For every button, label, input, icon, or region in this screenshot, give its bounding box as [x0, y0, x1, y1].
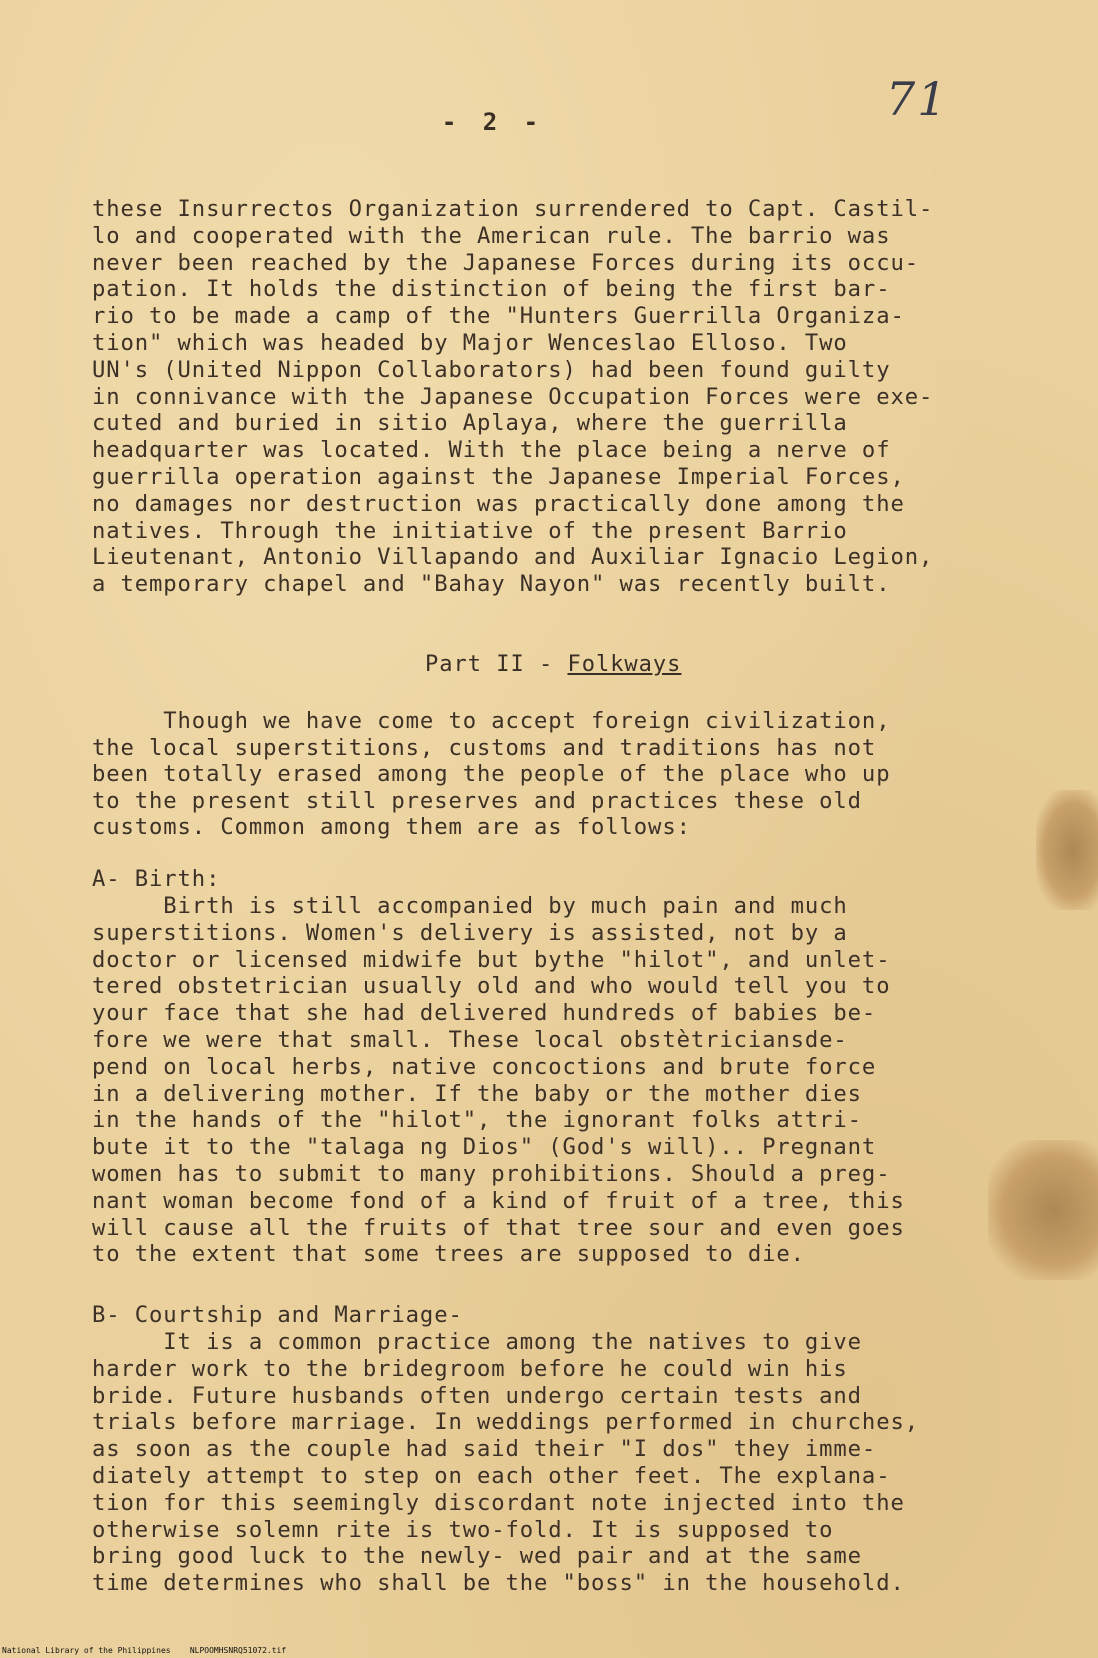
paper-stain: [988, 1140, 1098, 1280]
handwritten-page-number: 71: [886, 72, 949, 126]
text-line: tion for this seemingly discordant note injected into the: [92, 1489, 905, 1516]
text-line: Lieutenant, Antonio Villapando and Auxiliar Ignacio Legion,: [92, 544, 934, 571]
text-line: in a delivering mother. If the baby or the mother dies: [92, 1080, 862, 1107]
text-line: Birth is still accompanied by much pain and much: [92, 893, 848, 919]
text-line: Though we have come to accept foreign civilization,: [92, 708, 891, 734]
text-line: cuted and buried in sitio Aplaya, where the guerrilla: [92, 410, 848, 437]
paper-stain: [1036, 790, 1098, 910]
text-line: UN's (United Nippon Collaborators) had been found guilty: [92, 356, 891, 383]
text-line: rio to be made a camp of the "Hunters Guerrilla Organiza-: [92, 303, 905, 330]
text-line: tion" which was headed by Major Wenceslao Elloso. Two: [92, 330, 848, 356]
text-line: a temporary chapel and "Bahay Nayon" was recently built.: [92, 571, 891, 598]
text-line: will cause all the fruits of that tree sour and even goes: [92, 1214, 905, 1241]
text-line: time determines who shall be the "boss" in the household.: [92, 1570, 905, 1597]
section-heading-part-ii: [425, 652, 681, 677]
text-line: doctor or licensed midwife but bythe "hilot", and unlet-: [92, 946, 891, 973]
text-line: as soon as the couple had said their "I dos" they imme-: [92, 1436, 877, 1463]
text-line: guerrilla operation against the Japanese Imperial Forces,: [92, 464, 905, 490]
text-line: these Insurrectos Organization surrendered to Capt. Castil-: [92, 196, 934, 222]
text-line: bute it to the "talaga ng Dios" (God's will).. Pregnant: [92, 1134, 877, 1161]
text-line: never been reached by the Japanese Forces during its occu-: [92, 249, 919, 276]
text-line: bride. Future husbands often undergo certain tests and: [92, 1382, 862, 1409]
text-line: women has to submit to many prohibitions. Should a preg-: [92, 1161, 891, 1187]
part-heading-prefix: Part II -: [425, 652, 568, 677]
text-line: pend on local herbs, native concoctions and brute force: [92, 1053, 877, 1080]
text-line: headquarter was located. With the place being a nerve of: [92, 437, 891, 464]
text-line: diately attempt to step on each other feet. The explana-: [92, 1463, 891, 1489]
text-line: harder work to the bridegroom before he could win his: [92, 1355, 848, 1382]
text-line: lo and cooperated with the American rule. The barrio was: [92, 222, 891, 249]
text-line: in the hands of the "hilot", the ignorant folks attri-: [92, 1107, 862, 1134]
text-line: your face that she had delivered hundreds of babies be-: [92, 1000, 877, 1027]
text-line: pation. It holds the distinction of being the first bar-: [92, 276, 891, 303]
subheading-birth: A- Birth:: [92, 866, 221, 892]
page-number: - 2 -: [441, 108, 545, 136]
text-line: no damages nor destruction was practically done among the: [92, 490, 905, 517]
text-line: nant woman become fond of a kind of fruit of a tree, this: [92, 1187, 905, 1214]
text-line: trials before marriage. In weddings performed in churches,: [92, 1409, 919, 1436]
subheading-courtship-marriage: B- Courtship and Marriage-: [92, 1302, 463, 1328]
text-line: natives. Through the initiative of the present Barrio: [92, 517, 848, 544]
archive-footer: National Library of the Philippines NLPOOMHSNRQ51072.tif: [2, 1646, 287, 1655]
text-line: fore we were that small. These local obstètriciansde-: [92, 1027, 848, 1053]
text-line: superstitions. Women's delivery is assisted, not by a: [92, 919, 848, 946]
text-line: bring good luck to the newly- wed pair and at the same: [92, 1543, 862, 1570]
part-heading-title: Folkways: [567, 652, 682, 677]
text-line: the local superstitions, customs and traditions has not: [92, 734, 877, 761]
text-line: to the extent that some trees are supposed to die.: [92, 1241, 805, 1268]
text-line: otherwise solemn rite is two-fold. It is supposed to: [92, 1516, 834, 1543]
text-line: customs. Common among them are as follows:: [92, 814, 691, 841]
text-line: tered obstetrician usually old and who would tell you to: [92, 973, 891, 1000]
text-line: in connivance with the Japanese Occupation Forces were exe-: [92, 383, 934, 410]
text-line: It is a common practice among the natives to give: [92, 1329, 862, 1355]
text-line: to the present still preserves and practices these old: [92, 787, 862, 814]
text-line: been totally erased among the people of the place who up: [92, 761, 891, 788]
